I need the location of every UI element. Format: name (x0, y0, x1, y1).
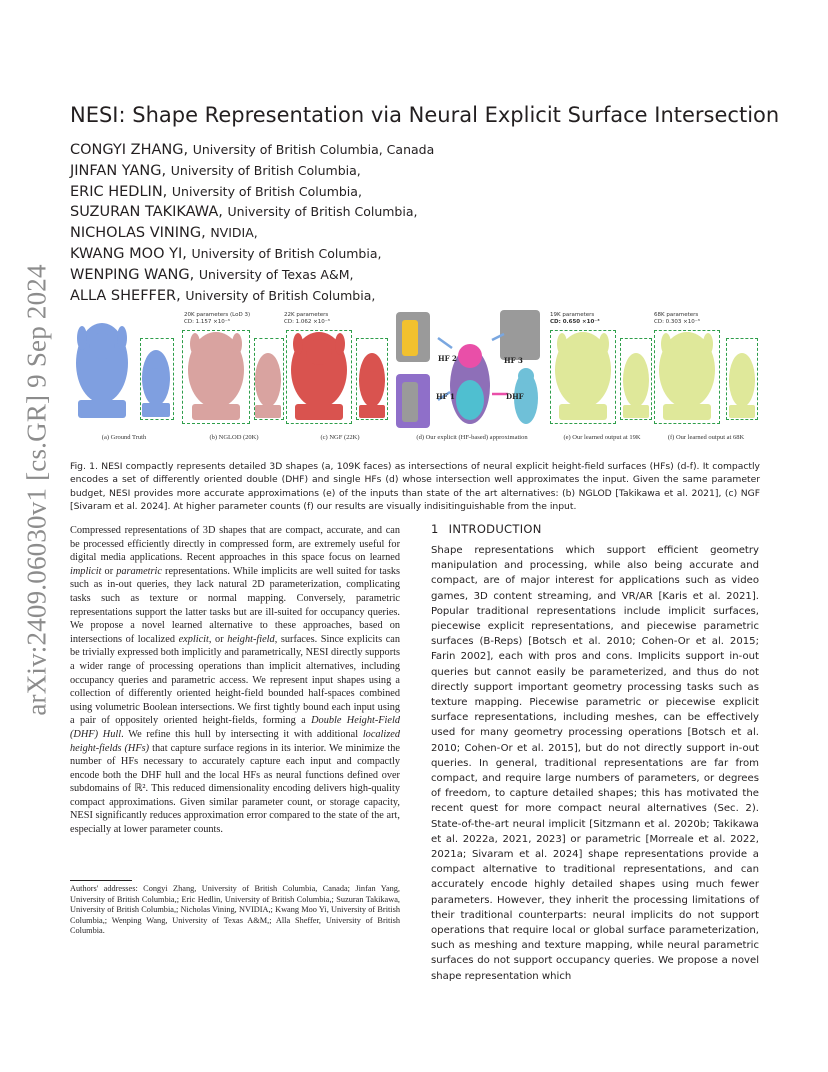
author-affiliation: University of British Columbia, (227, 204, 418, 220)
inset-frame (726, 338, 758, 420)
author-name: JINFAN YANG, (70, 162, 167, 179)
author-name: ERIC HEDLIN, (70, 183, 168, 200)
author-entry (70, 161, 490, 182)
author-affiliation: University of British Columbia, (185, 287, 376, 303)
hf-label: HF 2 (438, 354, 457, 363)
abstract-emphasis: parametric (116, 565, 162, 577)
authors-addresses-footnote: Authors' addresses: Congyi Zhang, University of British Columbia, Canada; Jinfan Yang, University of British Columbia,; Eric Hedlin, University of British Columbia,; Suzuran Takikawa, University of British Columbia,; Nicholas Vining, NVIDIA,; Kwang Moo Yi, University of British Columbia,; Wenping Wang, University of Texas A&M,; Alla Sheffer, University of British Columbia. (70, 884, 400, 936)
figure-caption: Fig. 1. NESI compactly represents detailed 3D shapes (a, 109K faces) as intersections of neural explicit height-field surfaces (HFs) (d-f). It compactly encodes a set of differently oriented double (DHF) and single HFs (d) whose intersection well approximates the input. Given the same parameter budget, NESI provides more accurate approximations (e) of the inputs than state of the art alternatives: (b) NGLOD [Takikawa et al. 2021], (c) NGF [Sivaram et al. 2024]. At higher parameter counts (f) our results are visually indisitinguishable from the input. (70, 461, 760, 513)
param-count: 19K parameters (550, 312, 595, 318)
author-entry (70, 202, 490, 223)
abstract-emphasis: explicit (178, 633, 209, 645)
author-name: NICHOLAS VINING, (70, 225, 206, 242)
author-entry (70, 182, 490, 203)
hf-label: HF 3 (504, 356, 523, 365)
inset-frame (620, 338, 652, 420)
panel-ground-truth (70, 308, 178, 446)
hf-exploded-render (392, 308, 552, 432)
panel-caption: (b) NGLOD (20K) (209, 434, 259, 441)
abstract-emphasis: implicit (70, 565, 102, 577)
abstract-text: , or (208, 633, 228, 645)
teaser-figure (70, 308, 760, 446)
author-name: CONGYI ZHANG, (70, 142, 189, 158)
panel-nglod (182, 308, 286, 446)
inset-frame (140, 338, 174, 420)
author-affiliation: University of British Columbia, (171, 183, 362, 199)
author-list (70, 140, 490, 306)
abstract-emphasis: Double Height-Field (DHF) Hull (70, 715, 400, 740)
param-count: 22K parameters (284, 312, 329, 318)
abstract-text: Compressed representations of 3D shapes that are compact, accurate, and can be processed efficiently directly in compressed form, are extremely useful for digital media applications. Recent approaches in this space focus on learned (70, 525, 400, 564)
panel-learned-68k (654, 308, 760, 446)
panel-learned-19k (550, 308, 654, 446)
abstract-text: representations. While implicits are well suited for tasks such as in-out queries, they lack natural 2D parameterization, complicating tasks such as texture or normal mapping. Conversely, parametric representations support the latter tasks but are ill-suited for occupancy queries. We propose a novel learned alternative to these approaches, based on intersections of localized (70, 565, 400, 645)
introduction-text: Shape representations which support efficient geometry manipulation and processing, while also being accurate and compact, are of major interest for applications such as video games, 3D content streaming, and VR/AR [Karis et al. 2021]. Popular traditional representations include implicit surfaces, piecewise explicit representations, and piecewise parametric surfaces (B-Reps) [Botsch et al. 2010; Cohen-Or et al. 2015; Farin 2002], each with pros and cons. Implicits support in-out queries but cannot easily be parameterized, and thus do not directly support important geometry processing tasks such as texture mapping. Piecewise parametric or piecewise explicit surface representations, including meshes, can be effectively used for many geometry processing operations [Botsch et al. 2010; Cohen-Or et al. 2015], but do not directly support in-out queries. In general, traditional representations are far from compact, and require large numbers of parameters, or degrees of freedom, to capture detailed shapes; this has motivated the recent quest for more compact neural alternatives (Sec. 2). State-of-the-art neural implicit [Sitzmann et al. 2020b; Takikawa et al. 2022a, 2021, 2023] or parametric [Morreale et al. 2022, 2021a; Sivaram et al. 2024] shape representations provide a compact alternative to traditional representations, and can accurately encode highly detailed shapes using much fewer parameters. However, they inherit the processing limitations of their traditional counterparts: neural implicits do not support operations that require local or global surface parameterization, such as meshing and texture mapping, while neural parametric surfaces do not support occupancy queries. We propose a novel shape representation which (431, 545, 759, 982)
author-affiliation: University of Texas A&M, (198, 266, 354, 282)
abstract-text: , surfaces. Since explicits can be trivially expressed both implicitly and parametrically, NESI directly supports a wider range of processing operations than implicit alternatives, including occupancy queries and parametric access. We represent input shapes using a collection of differently oriented height-field bounded half-spaces combined using volumetric Boolean intersections. We first tightly bound each input using a pair of oppositely oriented height-fields, forming a (70, 633, 400, 727)
chamfer-distance: CD: 1.062 ×10⁻³ (284, 318, 330, 325)
hf-label: HF 1 (436, 392, 455, 401)
panel-ngf (286, 308, 392, 446)
abstract-text: . We refine this hull by intersecting it with additional (121, 728, 363, 740)
author-entry (70, 286, 490, 307)
author-entry (70, 140, 490, 161)
author-name: KWANG MOO YI, (70, 245, 187, 262)
param-count: 20K parameters (LoD 3) (184, 312, 251, 318)
hf-label: DHF (506, 392, 524, 401)
footnote-rule (70, 880, 132, 881)
chamfer-distance: CD: 0.650 ×10⁻³ (550, 318, 600, 325)
abstract-emphasis: localized height-fields (HFs) (70, 728, 400, 754)
abstract-text: or (101, 565, 117, 577)
paper-title: NESI: Shape Representation via Neural Explicit Surface Intersection (70, 103, 780, 127)
panel-caption: (e) Our learned output at 19K (563, 434, 641, 441)
chamfer-distance: CD: 1.157 ×10⁻³ (184, 318, 230, 325)
arxiv-identifier: arXiv:2409.06030v1 [cs.GR] 9 Sep 2024 (21, 264, 52, 716)
section-heading (431, 522, 542, 536)
author-affiliation: NVIDIA, (210, 225, 258, 241)
author-affiliation: University of British Columbia, Canada (192, 142, 435, 157)
author-entry (70, 223, 490, 244)
inset-frame (356, 338, 388, 420)
panel-hf-approximation (392, 308, 552, 446)
panel-caption: (f) Our learned output at 68K (667, 434, 745, 441)
author-affiliation: University of British Columbia, (191, 245, 382, 261)
abstract-emphasis: height-field (227, 633, 275, 645)
param-count: 68K parameters (654, 312, 699, 318)
chamfer-distance: CD: 0.303 ×10⁻³ (654, 318, 700, 325)
panel-caption: (c) NGF (22K) (320, 434, 360, 441)
arxiv-sidebar (14, 264, 60, 716)
author-name: WENPING WANG, (70, 266, 195, 283)
section-number: 1 (431, 522, 439, 536)
author-name: SUZURAN TAKIKAWA, (70, 204, 223, 221)
inset-frame (254, 338, 284, 420)
author-entry (70, 244, 490, 265)
section-title: INTRODUCTION (448, 522, 542, 536)
panel-caption: (a) Ground Truth (101, 434, 147, 441)
author-affiliation: University of British Columbia, (170, 162, 361, 178)
author-name: ALLA SHEFFER, (70, 287, 181, 304)
author-entry (70, 265, 490, 286)
panel-caption: (d) Our explicit (HF-based) approximation (416, 434, 528, 441)
abstract-text: that capture surface regions in its interior. We minimize the number of HFs necessary to accurately capture each input and compactly encode both the DHF hull and the local HFs as neural functions defined over subdomains of ℝ². This reduced dimensionality encoding delivers high-quality compact approximations. Given similar parameter count, or storage capacity, NESI significantly reduces approximation error compared to the state of the art, especially at lower parameter counts. (70, 742, 400, 836)
abstract (70, 524, 400, 837)
